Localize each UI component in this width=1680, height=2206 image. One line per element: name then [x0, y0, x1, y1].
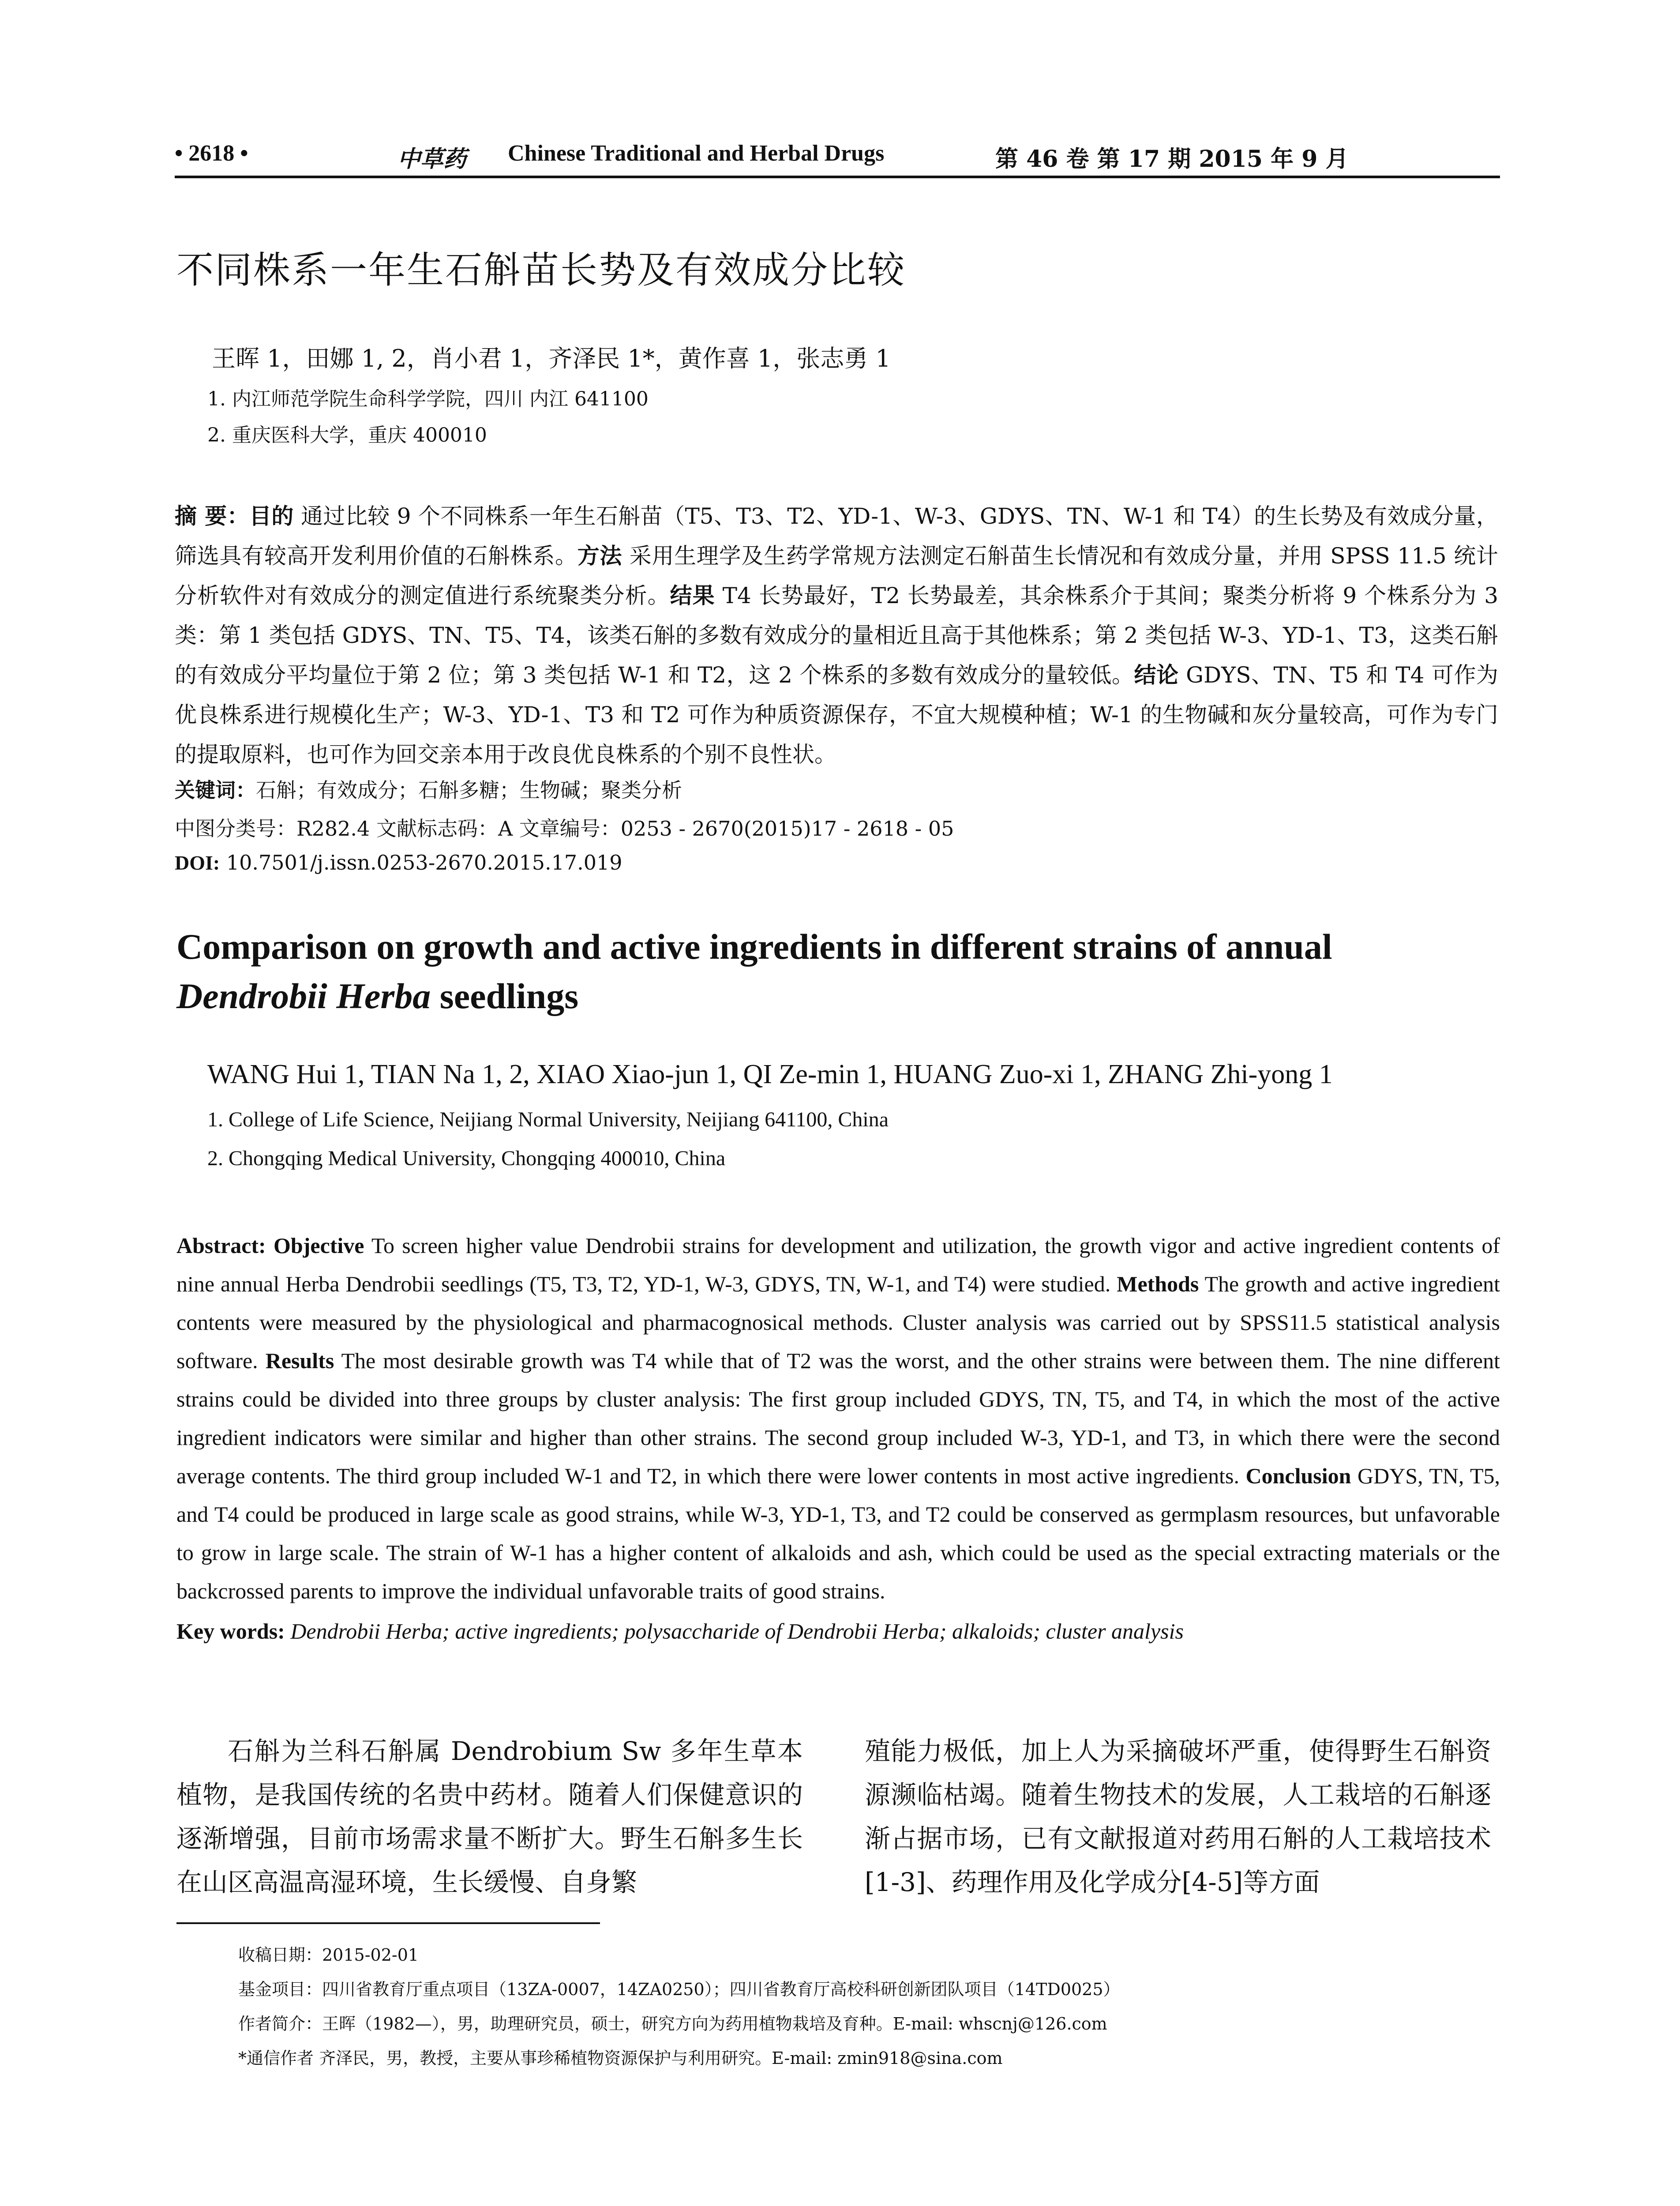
cn-keywords-label: 关键词：: [175, 778, 256, 802]
en-title-part1: Comparison on growth and active ingredients in different strains of annual: [176, 927, 1332, 967]
cn-doi: [175, 851, 622, 874]
en-abstract: [176, 1227, 1500, 1651]
en-objective-label: Objective: [274, 1233, 364, 1258]
cn-conclusion: GDYS、TN、T5 和 T4 可作为优良株系进行规模化生产；W-3、YD-1、T3 和 T2 可作为种质资源保存，不宜大规模种植；W-1 的生物碱和灰分量较高，可作为专门的提取原料，也可作为回交亲本用于改良优良株系的个别不良性状。: [175, 662, 1498, 767]
en-results: The most desirable growth was T4 while that of T2 was the worst, and the other strains were between them. The nine different strains could be divided into three groups by cluster analysis: The first group included GDYS, TN, T5, and T4, in which the most of the active ingredient indicators were similar and higher than other strains. The second group included W-3, YD-1, and T3, in which there were the second average contents. The third group included W-1 and T2, in which there were lower contents in most active ingredients.: [176, 1348, 1500, 1488]
footnote-fund: 基金项目：四川省教育厅重点项目（13ZA-0007，14ZA0250）；四川省教育厅高校科研创新团队项目（14TD0025）: [238, 1980, 1120, 1999]
en-results-label: Results: [265, 1348, 334, 1373]
en-conclusion-label: Conclusion: [1245, 1463, 1351, 1488]
doi-link[interactable]: 10.7501/j.issn.0253-2670.2015.17.019: [226, 851, 622, 874]
page-number: • 2618 •: [175, 141, 248, 166]
cn-abstract-label: 摘 要：: [175, 503, 249, 529]
body-column-right: 殖能力极低，加上人为采摘破坏严重，使得野生石斛资源濒临枯竭。随着生物技术的发展，人工栽培的石斛逐渐占据市场，已有文献报道对药用石斛的人工栽培技术[1-3]、药理作用及化学成分[4-5]等方面: [865, 1736, 1491, 1897]
cn-affiliation-1: 1. 内江师范学院生命科学学院，四川 内江 641100: [207, 388, 649, 410]
en-objective: To screen higher value Dendrobii strains for development and utilization, the growth vigor and active ingredient contents of nine annual Herba Dendrobii seedlings (T5, T3, T2, YD-1, W-3, GDYS, TN, W-1, and T4) were studied.: [176, 1233, 1500, 1296]
cn-keywords: [175, 774, 682, 803]
cn-conclusion-label: 结论: [1134, 662, 1179, 688]
cn-methods: 采用生理学及生药学常规方法测定石斛苗生长情况和有效成分量，并用 SPSS 11.5 统计分析软件对有效成分的测定值进行系统聚类分析。: [175, 543, 1499, 608]
running-header: [175, 140, 1500, 176]
cn-abstract: [175, 496, 1498, 774]
en-methods-label: Methods: [1117, 1272, 1199, 1296]
cn-objective: 通过比较 9 个不同株系一年生石斛苗（T5、T3、T2、YD-1、W-3、GDYS、TN、W-1 和 T4）的生长势及有效成分量，筛选具有较高开发利用价值的石斛株系。: [175, 503, 1498, 569]
footnote-received: 收稿日期：2015-02-01: [238, 1945, 419, 1965]
en-title-part2: seedlings: [431, 976, 579, 1016]
journal-name-en: Chinese Traditional and Herbal Drugs: [508, 141, 885, 166]
en-affiliation-1: 1. College of Life Science, Neijiang Normal University, Neijiang 641100, China: [207, 1108, 889, 1131]
body-column-left: 石斛为兰科石斛属 Dendrobium Sw 多年生草本植物，是我国传统的名贵中药材。随着人们保健意识的逐渐增强，目前市场需求量不断扩大。野生石斛多生长在山区高温高湿环境，生长缓慢、自身繁: [176, 1736, 803, 1897]
en-keywords: [176, 1612, 1500, 1651]
cn-results: T4 长势最好，T2 长势最差，其余株系介于其间；聚类分析将 9 个株系分为 3 类：第 1 类包括 GDYS、TN、T5、T4，该类石斛的多数有效成分的量相近且高于其他株系；第 2 类包括 W-3、YD-1、T3，这类石斛的有效成分平均量位于第 2 位；第 3 类包括 W-1 和 T2，这 2 个株系的多数有效成分的量较低。: [175, 583, 1499, 688]
en-authors: WANG Hui 1, TIAN Na 1, 2, XIAO Xiao-jun 1, QI Ze-min 1, HUANG Zuo-xi 1, ZHANG Zhi-yong 1: [207, 1059, 1333, 1089]
en-affiliation-2: 2. Chongqing Medical University, Chongqing 400010, China: [207, 1147, 726, 1170]
footnote-author: 作者简介：王晖（1982—），男，助理研究员，硕士，研究方向为药用植物栽培及育种。E-mail: whscnj@126.com: [238, 2014, 1107, 2033]
cn-affiliation-2: 2. 重庆医科大学，重庆 400010: [207, 424, 487, 446]
en-keywords-label: Key words:: [176, 1619, 285, 1643]
footnote-rule: [176, 1922, 600, 1924]
en-abstract-label: Abstract:: [176, 1233, 266, 1258]
en-keywords-text: Dendrobii Herba; active ingredients; polysaccharide of Dendrobii Herba; alkaloids; cluster analysis: [290, 1619, 1184, 1643]
cn-authors: 王晖 1，田娜 1, 2，肖小君 1，齐泽民 1*，黄作喜 1，张志勇 1: [212, 345, 891, 372]
en-title: [176, 922, 1504, 1021]
cn-clc-line: 中图分类号：R282.4 文献标志码：A 文章编号：0253 - 2670(2015)17 - 2618 - 05: [175, 817, 954, 840]
en-title-italic: Dendrobii Herba: [176, 976, 431, 1016]
header-rule: [175, 176, 1500, 178]
cn-keywords-text: 石斛；有效成分；石斛多糖；生物碱；聚类分析: [256, 778, 682, 802]
en-conclusion: GDYS, TN, T5, and T4 could be produced in large scale as good strains, while W-3, YD-1, T3, and T2 could be conserved as germplasm resources, but unfavorable to grow in large scale. The strain of W-1 has a higher content of alkaloids and ash, which could be used as the special extracting materials or the backcrossed parents to improve the individual unfavorable traits of good strains.: [176, 1463, 1500, 1603]
doi-label: DOI:: [175, 852, 220, 874]
cn-objective-label: 目的: [249, 503, 294, 529]
journal-name-cn: 中草药: [398, 146, 467, 173]
issue-info: 第 46 卷 第 17 期 2015 年 9 月: [995, 146, 1349, 173]
en-methods: The growth and active ingredient contents were measured by the physiological and pharmacognosical methods. Cluster analysis was carried out by SPSS11.5 statistical analysis software.: [176, 1272, 1500, 1373]
footnote-corresponding: *通信作者 齐泽民，男，教授，主要从事珍稀植物资源保护与利用研究。E-mail: zmin918@sina.com: [238, 2048, 1003, 2068]
cn-methods-label: 方法: [577, 543, 622, 569]
cn-title: 不同株系一年生石斛苗长势及有效成分比较: [176, 248, 906, 292]
cn-results-label: 结果: [670, 583, 715, 608]
